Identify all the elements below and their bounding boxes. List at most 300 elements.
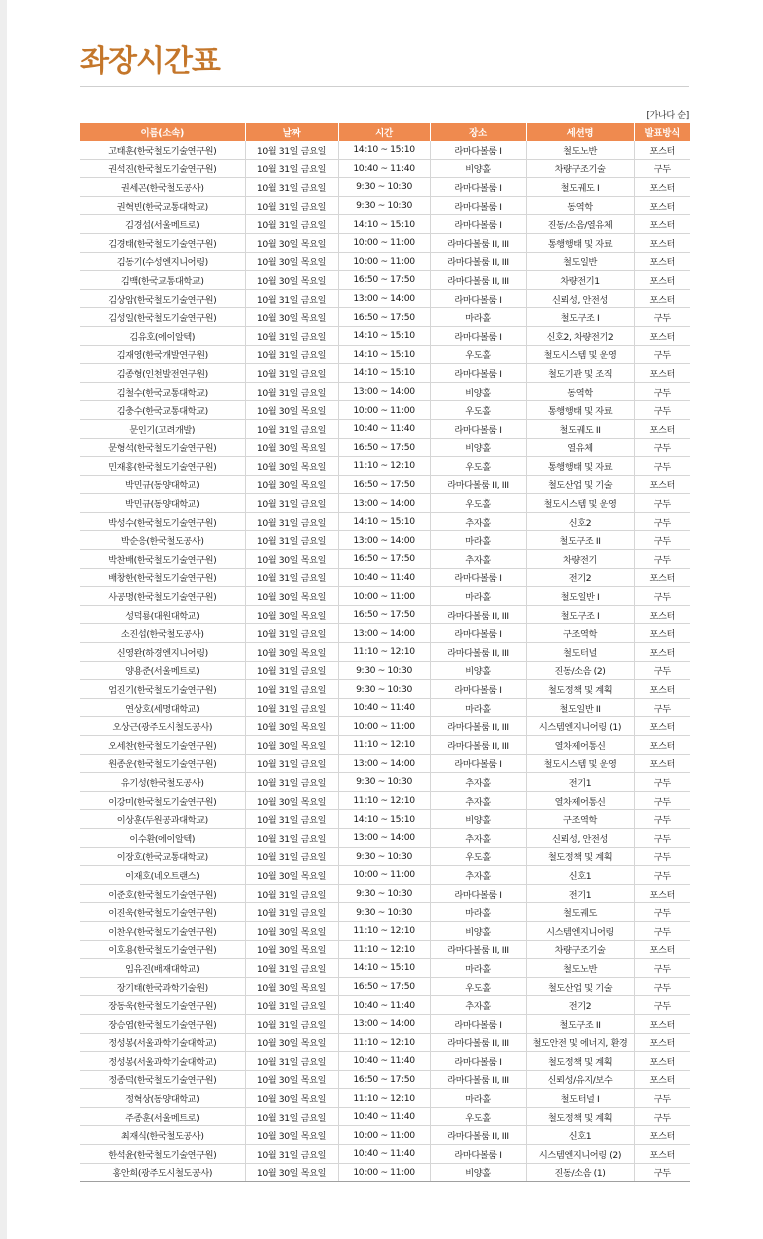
cell-date: 10월 31일 금요일 [245,624,338,643]
cell-name: 이재호(네오트랜스) [80,866,245,885]
cell-venue: 우도홀 [430,847,526,866]
cell-name: 김성일(한국철도기술연구원) [80,308,245,327]
column-header-time: 시간 [338,123,430,141]
cell-format: 구두 [634,401,690,420]
cell-time: 9:30 ~ 10:30 [338,661,430,680]
cell-venue: 우도홀 [430,457,526,476]
cell-time: 13:00 ~ 14:00 [338,754,430,773]
cell-format: 구두 [634,847,690,866]
column-header-format: 발표방식 [634,123,690,141]
table-row [80,773,690,792]
cell-session: 신뢰성, 안전성 [526,289,634,308]
cell-date: 10월 30일 목요일 [245,717,338,736]
cell-session: 철도정책 및 계획 [526,680,634,699]
cell-format: 포스터 [634,271,690,290]
cell-name: 박민규(동양대학교) [80,494,245,513]
cell-format: 포스터 [634,568,690,587]
cell-format: 포스터 [634,215,690,234]
cell-format: 구두 [634,866,690,885]
cell-venue: 마라홀 [430,587,526,606]
cell-name: 이찬우(한국철도기술연구원) [80,921,245,940]
cell-time: 9:30 ~ 10:30 [338,903,430,922]
cell-venue: 추자홀 [430,791,526,810]
cell-format: 구두 [634,903,690,922]
cell-format: 구두 [634,977,690,996]
cell-session: 철도궤도 II [526,419,634,438]
cell-format: 포스터 [634,196,690,215]
table-row [80,587,690,606]
cell-name: 홍안희(광주도시철도공사) [80,1163,245,1182]
cell-venue: 라마다볼룸 II, III [430,940,526,959]
cell-session: 차량구조기술 [526,940,634,959]
cell-format: 구두 [634,1107,690,1126]
cell-venue: 비양홀 [430,810,526,829]
table-row [80,271,690,290]
cell-venue: 마라홀 [430,698,526,717]
cell-date: 10월 31일 금요일 [245,159,338,178]
sort-note: [가나다 순] [646,111,689,121]
cell-venue: 라마다볼룸 I [430,624,526,643]
cell-venue: 라마다볼룸 II, III [430,271,526,290]
cell-session: 구조역학 [526,810,634,829]
cell-date: 10월 31일 금요일 [245,326,338,345]
cell-format: 포스터 [634,233,690,252]
cell-time: 14:10 ~ 15:10 [338,810,430,829]
cell-venue: 라마다볼룸 II, III [430,605,526,624]
cell-venue: 라마다볼룸 II, III [430,1126,526,1145]
cell-session: 철도일반 II [526,698,634,717]
cell-name: 정성봉(서울과학기술대학교) [80,1052,245,1071]
cell-time: 10:40 ~ 11:40 [338,1107,430,1126]
cell-name: 장동욱(한국철도기술연구원) [80,996,245,1015]
table-row [80,364,690,383]
cell-date: 10월 31일 금요일 [245,196,338,215]
column-header-name: 이름(소속) [80,123,245,141]
cell-date: 10월 31일 금요일 [245,141,338,159]
cell-venue: 비양홀 [430,159,526,178]
cell-name: 양용준(서울메트로) [80,661,245,680]
cell-session: 통행행태 및 자료 [526,233,634,252]
cell-date: 10월 31일 금요일 [245,773,338,792]
cell-date: 10월 31일 금요일 [245,494,338,513]
table-row [80,977,690,996]
cell-session: 차량구조기술 [526,159,634,178]
cell-format: 구두 [634,791,690,810]
cell-time: 14:10 ~ 15:10 [338,959,430,978]
column-header-session: 세션명 [526,123,634,141]
cell-session: 철도안전 및 에너지, 환경 [526,1033,634,1052]
cell-session: 철도구조 I [526,605,634,624]
cell-format: 포스터 [634,717,690,736]
cell-name: 주종훈(서울메트로) [80,1107,245,1126]
cell-date: 10월 30일 목요일 [245,252,338,271]
cell-format: 구두 [634,828,690,847]
cell-name: 배창한(한국철도기술연구원) [80,568,245,587]
cell-session: 열차제어통신 [526,736,634,755]
cell-date: 10월 30일 목요일 [245,736,338,755]
cell-time: 11:10 ~ 12:10 [338,791,430,810]
cell-session: 진동/소음 (1) [526,1163,634,1182]
cell-format: 포스터 [634,884,690,903]
table-row [80,252,690,271]
cell-format: 포스터 [634,252,690,271]
cell-date: 10월 31일 금요일 [245,754,338,773]
cell-venue: 비양홀 [430,382,526,401]
cell-time: 16:50 ~ 17:50 [338,271,430,290]
cell-date: 10월 31일 금요일 [245,847,338,866]
cell-format: 구두 [634,550,690,569]
cell-format: 구두 [634,698,690,717]
table-row [80,345,690,364]
cell-time: 10:00 ~ 11:00 [338,717,430,736]
column-header-date: 날짜 [245,123,338,141]
table-row [80,531,690,550]
cell-format: 구두 [634,959,690,978]
cell-session: 철도일반 [526,252,634,271]
cell-session: 열유체 [526,438,634,457]
cell-time: 14:10 ~ 15:10 [338,326,430,345]
cell-date: 10월 31일 금요일 [245,364,338,383]
cell-date: 10월 30일 목요일 [245,921,338,940]
table-row [80,419,690,438]
cell-format: 구두 [634,457,690,476]
cell-name: 권석진(한국철도기술연구원) [80,159,245,178]
table-row [80,698,690,717]
cell-date: 10월 31일 금요일 [245,178,338,197]
cell-date: 10월 31일 금요일 [245,680,338,699]
cell-venue: 라마다볼룸 I [430,141,526,159]
table-row [80,903,690,922]
table-row [80,680,690,699]
cell-session: 신호1 [526,866,634,885]
cell-name: 김백(한국교통대학교) [80,271,245,290]
cell-date: 10월 30일 목요일 [245,791,338,810]
cell-time: 9:30 ~ 10:30 [338,680,430,699]
cell-date: 10월 31일 금요일 [245,903,338,922]
cell-session: 전기1 [526,773,634,792]
cell-session: 철도시스템 및 운영 [526,494,634,513]
cell-session: 철도정책 및 계획 [526,1107,634,1126]
cell-venue: 라마다볼룸 I [430,326,526,345]
cell-venue: 라마다볼룸 I [430,289,526,308]
table-row [80,159,690,178]
cell-time: 14:10 ~ 15:10 [338,141,430,159]
cell-format: 포스터 [634,736,690,755]
cell-session: 전기2 [526,568,634,587]
table-row [80,438,690,457]
cell-date: 10월 31일 금요일 [245,884,338,903]
cell-venue: 라마다볼룸 II, III [430,1033,526,1052]
cell-date: 10월 31일 금요일 [245,512,338,531]
cell-date: 10월 31일 금요일 [245,1145,338,1164]
table-row [80,940,690,959]
cell-date: 10월 31일 금요일 [245,345,338,364]
cell-venue: 마라홀 [430,308,526,327]
table-row [80,326,690,345]
cell-format: 포스터 [634,643,690,662]
cell-time: 11:10 ~ 12:10 [338,921,430,940]
table-row [80,1163,690,1182]
cell-date: 10월 30일 목요일 [245,271,338,290]
cell-name: 이수환(에이알텍) [80,828,245,847]
cell-name: 박찬배(한국철도기술연구원) [80,550,245,569]
cell-session: 철도궤도 [526,903,634,922]
cell-time: 10:00 ~ 11:00 [338,866,430,885]
cell-format: 포스터 [634,940,690,959]
table-row [80,884,690,903]
cell-venue: 라마다볼룸 I [430,1052,526,1071]
cell-session: 시스템엔지니어링 (1) [526,717,634,736]
cell-time: 14:10 ~ 15:10 [338,215,430,234]
cell-session: 구조역학 [526,624,634,643]
cell-session: 철도구조 II [526,1014,634,1033]
cell-venue: 마라홀 [430,959,526,978]
cell-name: 김동기(수성엔지니어링) [80,252,245,271]
cell-time: 10:00 ~ 11:00 [338,252,430,271]
cell-date: 10월 31일 금요일 [245,568,338,587]
cell-session: 철도구조 I [526,308,634,327]
table-row [80,810,690,829]
cell-format: 구두 [634,159,690,178]
cell-format: 포스터 [634,1145,690,1164]
cell-name: 권세곤(한국철도공사) [80,178,245,197]
cell-date: 10월 30일 목요일 [245,233,338,252]
cell-format: 포스터 [634,1033,690,1052]
table-row [80,178,690,197]
cell-date: 10월 31일 금요일 [245,810,338,829]
table-row [80,494,690,513]
cell-format: 포스터 [634,141,690,159]
cell-format: 포스터 [634,326,690,345]
cell-session: 철도일반 I [526,587,634,606]
cell-venue: 우도홀 [430,494,526,513]
cell-format: 포스터 [634,754,690,773]
cell-time: 13:00 ~ 14:00 [338,289,430,308]
cell-date: 10월 30일 목요일 [245,977,338,996]
cell-date: 10월 30일 목요일 [245,401,338,420]
cell-format: 구두 [634,512,690,531]
cell-name: 고태훈(한국철도기술연구원) [80,141,245,159]
table-row [80,643,690,662]
cell-venue: 라마다볼룸 II, III [430,252,526,271]
cell-date: 10월 31일 금요일 [245,419,338,438]
cell-date: 10월 31일 금요일 [245,959,338,978]
cell-venue: 라마다볼룸 II, III [430,643,526,662]
table-row [80,1089,690,1108]
cell-time: 11:10 ~ 12:10 [338,457,430,476]
cell-venue: 라마다볼룸 I [430,568,526,587]
cell-name: 연상호(세명대학교) [80,698,245,717]
cell-venue: 라마다볼룸 I [430,419,526,438]
cell-venue: 라마다볼룸 II, III [430,736,526,755]
cell-session: 철도정책 및 계획 [526,847,634,866]
cell-name: 소진섭(한국철도공사) [80,624,245,643]
cell-date: 10월 30일 목요일 [245,550,338,569]
cell-session: 동역학 [526,382,634,401]
cell-format: 구두 [634,382,690,401]
cell-time: 13:00 ~ 14:00 [338,828,430,847]
table-row [80,828,690,847]
cell-date: 10월 30일 목요일 [245,643,338,662]
cell-name: 성덕룡(대원대학교) [80,605,245,624]
cell-format: 구두 [634,1089,690,1108]
cell-session: 철도산업 및 기술 [526,977,634,996]
cell-session: 시스템엔지니어링 (2) [526,1145,634,1164]
cell-session: 통행행태 및 자료 [526,457,634,476]
cell-session: 진동/소음/열유체 [526,215,634,234]
cell-time: 10:40 ~ 11:40 [338,996,430,1015]
cell-format: 포스터 [634,364,690,383]
cell-date: 10월 30일 목요일 [245,308,338,327]
table-row [80,754,690,773]
cell-name: 장승엽(한국철도기술연구원) [80,1014,245,1033]
cell-time: 14:10 ~ 15:10 [338,512,430,531]
cell-session: 열차제어통신 [526,791,634,810]
cell-session: 통행행태 및 자료 [526,401,634,420]
cell-date: 10월 30일 목요일 [245,587,338,606]
cell-format: 구두 [634,587,690,606]
cell-session: 차량전기 [526,550,634,569]
cell-venue: 비양홀 [430,921,526,940]
cell-name: 권혁빈(한국교통대학교) [80,196,245,215]
cell-time: 9:30 ~ 10:30 [338,847,430,866]
cell-venue: 라마다볼룸 I [430,178,526,197]
cell-venue: 마라홀 [430,903,526,922]
cell-session: 동역학 [526,196,634,215]
cell-session: 진동/소음 (2) [526,661,634,680]
cell-session: 신뢰성, 안전성 [526,828,634,847]
cell-venue: 비양홀 [430,661,526,680]
cell-venue: 마라홀 [430,1089,526,1108]
cell-time: 16:50 ~ 17:50 [338,550,430,569]
table-row [80,661,690,680]
cell-name: 최재식(한국철도공사) [80,1126,245,1145]
table-row [80,996,690,1015]
cell-name: 민재홍(한국철도기술연구원) [80,457,245,476]
cell-time: 10:40 ~ 11:40 [338,698,430,717]
cell-time: 11:10 ~ 12:10 [338,1033,430,1052]
left-margin-strip [0,0,7,1239]
cell-date: 10월 30일 목요일 [245,1033,338,1052]
cell-time: 11:10 ~ 12:10 [338,940,430,959]
cell-name: 이장호(한국교통대학교) [80,847,245,866]
chair-schedule-table [80,123,690,1182]
cell-time: 9:30 ~ 10:30 [338,178,430,197]
cell-format: 포스터 [634,624,690,643]
cell-date: 10월 30일 목요일 [245,1070,338,1089]
table-row [80,1070,690,1089]
cell-name: 박순응(한국철도공사) [80,531,245,550]
cell-format: 포스터 [634,1014,690,1033]
table-row [80,921,690,940]
cell-format: 포스터 [634,1052,690,1071]
cell-session: 철도산업 및 기술 [526,475,634,494]
table-row [80,141,690,159]
cell-session: 철도터널 [526,643,634,662]
table-row [80,866,690,885]
cell-name: 오세찬(한국철도기술연구원) [80,736,245,755]
table-row [80,1014,690,1033]
cell-venue: 라마다볼룸 I [430,884,526,903]
cell-time: 16:50 ~ 17:50 [338,605,430,624]
cell-session: 철도궤도 I [526,178,634,197]
cell-name: 이진욱(한국철도기술연구원) [80,903,245,922]
cell-date: 10월 31일 금요일 [245,382,338,401]
table-row [80,550,690,569]
cell-venue: 추자홀 [430,550,526,569]
cell-time: 16:50 ~ 17:50 [338,977,430,996]
cell-venue: 추자홀 [430,996,526,1015]
cell-date: 10월 31일 금요일 [245,996,338,1015]
cell-venue: 추자홀 [430,866,526,885]
cell-date: 10월 31일 금요일 [245,1107,338,1126]
cell-time: 11:10 ~ 12:10 [338,736,430,755]
table-row [80,308,690,327]
cell-time: 16:50 ~ 17:50 [338,438,430,457]
cell-date: 10월 31일 금요일 [245,215,338,234]
table-row [80,568,690,587]
cell-venue: 라마다볼룸 I [430,1145,526,1164]
cell-venue: 추자홀 [430,773,526,792]
cell-venue: 라마다볼룸 I [430,680,526,699]
cell-format: 구두 [634,494,690,513]
cell-name: 신영완(하경엔지니어링) [80,643,245,662]
cell-name: 김충수(한국교통대학교) [80,401,245,420]
cell-time: 10:00 ~ 11:00 [338,1163,430,1182]
cell-name: 이준호(한국철도기술연구원) [80,884,245,903]
cell-time: 13:00 ~ 14:00 [338,494,430,513]
cell-time: 9:30 ~ 10:30 [338,884,430,903]
cell-name: 박민규(동양대학교) [80,475,245,494]
cell-format: 구두 [634,308,690,327]
table-row [80,1052,690,1071]
cell-venue: 비양홀 [430,438,526,457]
cell-session: 철도터널 I [526,1089,634,1108]
cell-format: 포스터 [634,1070,690,1089]
cell-time: 9:30 ~ 10:30 [338,196,430,215]
cell-session: 철도노반 [526,141,634,159]
table-row [80,717,690,736]
cell-time: 10:40 ~ 11:40 [338,159,430,178]
cell-format: 구두 [634,531,690,550]
cell-time: 10:00 ~ 11:00 [338,401,430,420]
cell-format: 포스터 [634,680,690,699]
cell-format: 구두 [634,996,690,1015]
cell-venue: 라마다볼룸 II, III [430,717,526,736]
cell-date: 10월 31일 금요일 [245,1014,338,1033]
cell-format: 포스터 [634,1126,690,1145]
cell-format: 포스터 [634,289,690,308]
cell-date: 10월 30일 목요일 [245,866,338,885]
cell-date: 10월 30일 목요일 [245,1126,338,1145]
title-divider [80,86,689,87]
cell-format: 포스터 [634,419,690,438]
cell-time: 10:40 ~ 11:40 [338,568,430,587]
table-row [80,605,690,624]
cell-format: 구두 [634,921,690,940]
cell-format: 포스터 [634,605,690,624]
cell-time: 16:50 ~ 17:50 [338,1070,430,1089]
table-body [80,141,690,1182]
cell-time: 10:00 ~ 11:00 [338,233,430,252]
cell-time: 9:30 ~ 10:30 [338,773,430,792]
cell-date: 10월 30일 목요일 [245,940,338,959]
cell-session: 시스템엔지니어링 [526,921,634,940]
table-row [80,847,690,866]
cell-date: 10월 30일 목요일 [245,1163,338,1182]
table-row [80,401,690,420]
cell-name: 장기태(한국과학기술원) [80,977,245,996]
